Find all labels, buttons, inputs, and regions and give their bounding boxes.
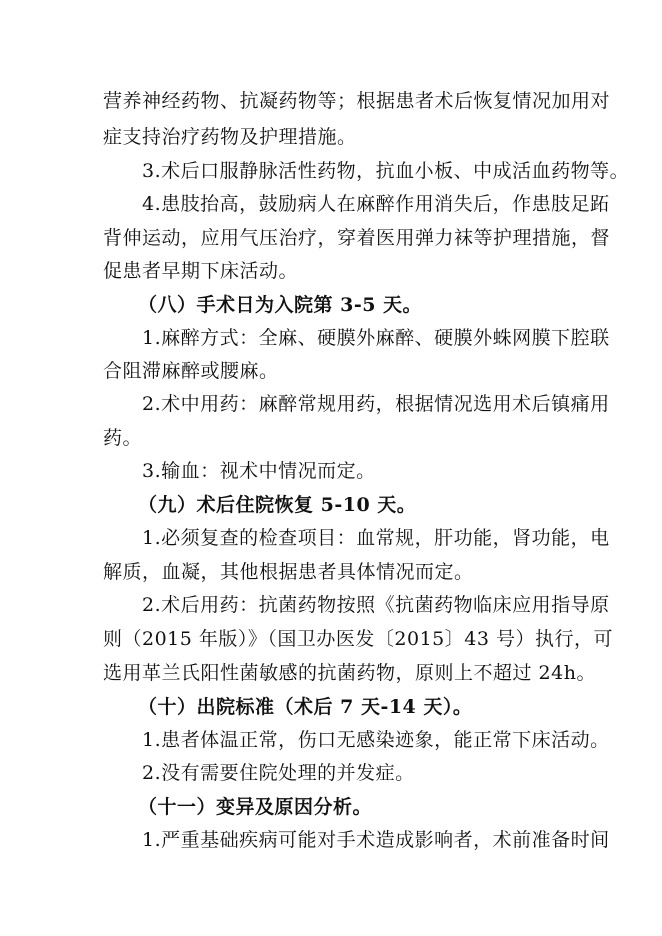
text-line: 则（2015 年版）》（国卫办医发〔2015〕43 号）执行，可 [103, 628, 613, 650]
text-line: 3.输血：视术中情况而定。 [142, 460, 376, 482]
text-line: 2.术后用药：抗菌药物按照《抗菌药物临床应用指导原 [142, 594, 610, 616]
text-line: 1.严重基础疾病可能对手术造成影响者，术前准备时间 [142, 829, 610, 851]
section-heading: （八）手术日为入院第 3-5 天。 [138, 294, 423, 316]
text-line: 1.必须复查的检查项目：血常规，肝功能，肾功能，电 [142, 527, 610, 549]
text-line: 背伸运动，应用气压治疗，穿着医用弹力袜等护理措施，督 [103, 227, 611, 249]
text-line: 2.没有需要住院处理的并发症。 [142, 762, 415, 784]
text-line: 2.术中用药：麻醉常规用药，根据情况选用术后镇痛用 [142, 393, 610, 415]
text-line: 药。 [103, 427, 143, 449]
section-heading: （十）出院标准（术后 7 天-14 天）。 [138, 696, 473, 718]
text-line: 解质，血凝，其他根据患者具体情况而定。 [103, 561, 474, 583]
section-heading: （十一）变异及原因分析。 [138, 796, 373, 818]
text-line: 1.麻醉方式：全麻、硬膜外麻醉、硬膜外蛛网膜下腔联 [142, 327, 610, 349]
text-line: 症支持治疗药物及护理措施。 [103, 126, 357, 148]
section-heading: （九）术后住院恢复 5-10 天。 [138, 494, 417, 516]
text-line: 3.术后口服静脉活性药物，抗血小板、中成活血药物等。 [142, 160, 630, 182]
text-line: 4.患肢抬高，鼓励病人在麻醉作用消失后，作患肢足跖 [142, 193, 610, 215]
text-line: 营养神经药物、抗凝药物等；根据患者术后恢复情况加用对 [103, 90, 611, 112]
text-line: 促患者早期下床活动。 [103, 260, 299, 282]
text-line: 1.患者体温正常，伤口无感染迹象，能正常下床活动。 [142, 729, 610, 751]
text-line: 选用革兰氏阳性菌敏感的抗菌药物，原则上不超过 24h。 [103, 662, 596, 684]
text-line: 合阻滞麻醉或腰麻。 [103, 360, 279, 382]
